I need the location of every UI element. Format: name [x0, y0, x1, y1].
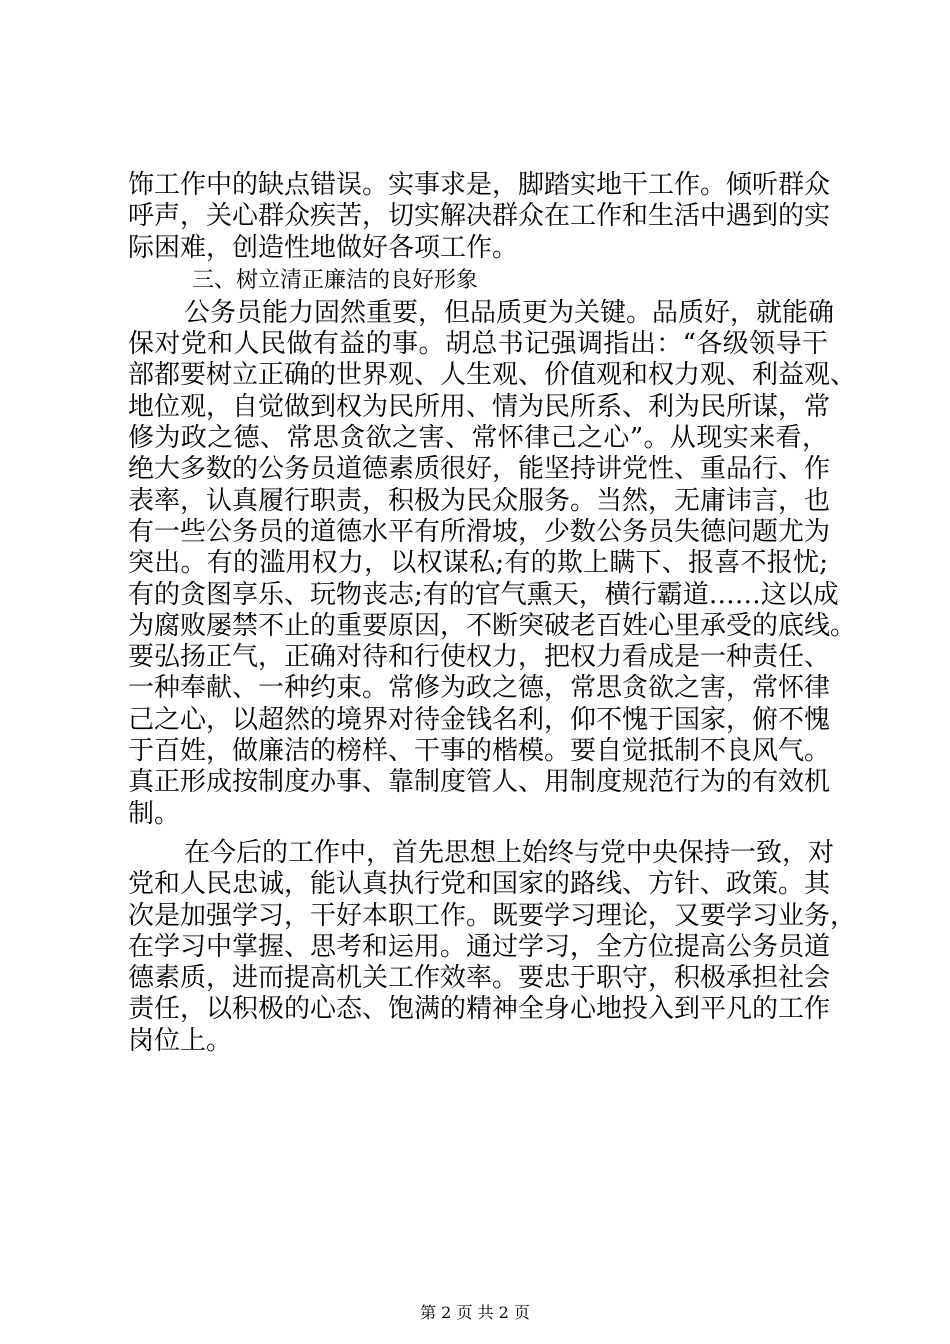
document-body [128, 170, 857, 1057]
text-line: 在学习中掌握、思考和运用。通过学习，全方位提高公务员道 [128, 931, 831, 962]
section-heading: 三、树立清正廉洁的良好形象 [192, 267, 479, 293]
text-line: 突出。有的滥用权力，以权谋私;有的欺上瞒下、报喜不报忧; [128, 548, 828, 579]
text-line: 呼声，关心群众疾苦，切实解决群众在工作和生活中遇到的实 [128, 201, 831, 232]
text-line: 地位观，自觉做到权为民所用、情为民所系、利为民所谋，常 [128, 391, 831, 422]
paragraph-integrity [128, 297, 857, 830]
text-line: 党和人民忠诚，能认真执行党和国家的路线、方针、政策。其 [128, 869, 831, 900]
text-line: 修为政之德、常思贪欲之害、常怀律己之心”。从现实来看， [128, 423, 828, 454]
text-line: 一种奉献、一种约束。常修为政之德，常思贪欲之害，常怀律 [128, 673, 831, 704]
text-line: 有的贪图享乐、玩物丧志;有的官气熏天，横行霸道……这以成 [128, 579, 839, 610]
text-line: 制。 [128, 798, 181, 829]
text-line: 在今后的工作中，首先思想上始终与党中央保持一致，对 [184, 837, 835, 868]
text-line: 部都要树立正确的世界观、人生观、价值观和权力观、利益观、 [128, 360, 857, 391]
text-line: 公务员能力固然重要，但品质更为关键。品质好，就能确 [184, 297, 835, 328]
text-line: 表率，认真履行职责，积极为民众服务。当然，无庸讳言，也 [128, 485, 831, 516]
text-line: 有一些公务员的道德水平有所滑坡，少数公务员失德问题尤为 [128, 516, 831, 547]
text-line: 绝大多数的公务员道德素质很好，能坚持讲党性、重品行、作 [128, 454, 831, 485]
text-line: 己之心，以超然的境界对待金钱名利，仰不愧于国家，俯不愧 [128, 704, 831, 735]
paragraph-future-work [128, 837, 857, 1057]
text-line: 次是加强学习，干好本职工作。既要学习理论，又要学习业务， [128, 900, 857, 931]
paragraph-spacer [128, 830, 828, 838]
text-line: 要弘扬正气，正确对待和行使权力，把权力看成是一种责任、 [128, 642, 831, 673]
text-line: 岗位上。 [128, 1025, 233, 1056]
text-line: 为腐败屡禁不止的重要原因，不断突破老百姓心里承受的底线。 [128, 610, 857, 641]
text-line: 际困难，创造性地做好各项工作。 [128, 232, 519, 263]
text-line: 真正形成按制度办事、靠制度管人、用制度规范行为的有效机 [128, 767, 831, 798]
text-line: 饰工作中的缺点错误。实事求是，脚踏实地干工作。倾听群众 [128, 170, 831, 200]
paragraph-continuation [128, 170, 831, 264]
text-line: 德素质，进而提高机关工作效率。要忠于职守，积极承担社会 [128, 963, 831, 994]
text-line: 责任，以积极的心态、饱满的精神全身心地投入到平凡的工作 [128, 994, 831, 1025]
text-line: 于百姓，做廉洁的榜样、干事的楷模。要自觉抵制不良风气。 [128, 736, 831, 767]
page-number-footer: 第 2 页 共 2 页 [420, 1303, 530, 1322]
text-line: 保对党和人民做有益的事。胡总书记强调指出：“各级领导干 [128, 329, 828, 360]
